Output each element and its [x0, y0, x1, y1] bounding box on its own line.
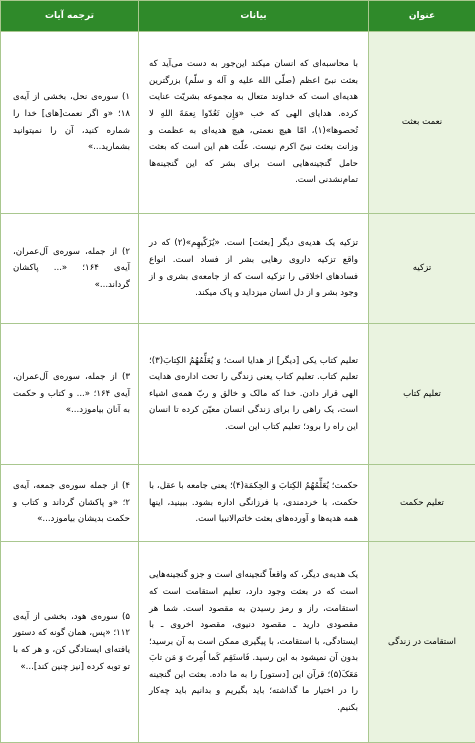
- row-trans: ۳) از جمله، سوره‌ی آل‌عمران، آیه‌ی ۱۶۴؛ «... و کتاب و حکمت به آنان بیاموزد...»: [1, 324, 139, 465]
- header-row: [1, 1, 475, 32]
- table-row: [1, 542, 475, 743]
- header-trans: ترجمه آیات: [1, 1, 139, 32]
- header-title: عنوان: [369, 1, 475, 32]
- row-title: تعلیم حکمت: [369, 465, 475, 542]
- header-desc: بیانات: [139, 1, 369, 32]
- row-title: تزکیه: [369, 214, 475, 324]
- table-row: [1, 32, 475, 214]
- row-title: استقامت در زندگی: [369, 542, 475, 743]
- row-trans: ۴) از جمله سوره‌ی جمعه، آیه‌ی ۲؛ «و پاکشان گرداند و کتاب و حکمت بدیشان بیاموزد...»: [1, 465, 139, 542]
- row-trans: ۲) از جمله، سوره‌ی آل‌عمران، آیه‌ی ۱۶۴؛ «... پاکشان گرداند...»: [1, 214, 139, 324]
- row-desc: تعلیم کتاب یکی [دیگر] از هدایا است؛ وَ یُعَلِّمُهُمُ الکِتابَ(۳)؛ تعلیم کتاب. تعلیم کتاب یعنی زندگی را تحت اداره‌ی هدایت الهی قرار دادن. خدا که مالک و خالق و ربّ همه‌ی اشیاء است، یک راهی را برای زندگی انسان معیّن کرده تا انسان این راه را برود؛ تعلیم کتاب این است.: [139, 324, 369, 465]
- table-row: [1, 214, 475, 324]
- row-title: نعمت بعثت: [369, 32, 475, 214]
- row-desc: با محاسبه‌ای که انسان میکند این‌جور به دست می‌آید که بعثت نبیّ اعظم (صلّی الله علیه و آله و سلّم) بزرگترین هدیه‌ای است که خداوند متعال به مجموعه بشریّت عنایت کرده. هدایای الهی که خب «وَإِن تَعُدّوا نِعمَةَ اللهِ لا تُحصوها»(۱)، امّا هیچ نعمتی، هیچ هدیه‌ای به عظمت و وزانت بعثت نبیّ اکرم نیست. علّت هم این است که بعثت حامل گنجینه‌هایی است برای بشر که این گنجینه‌ها تمام‌نشدنی است.: [139, 32, 369, 214]
- row-desc: حکمت؛ یُعَلِّمُهُمُ الکِتابَ وَ الحِکمَة(۴)؛ یعنی جامعه با عقل، با حکمت، با خردمندی، با فرزانگی اداره بشود. ببینید، اینها همه هدیه‌ها و آورده‌های بعثت خاتم‌الانبیا است.: [139, 465, 369, 542]
- row-title: تعلیم کتاب: [369, 324, 475, 465]
- table-row: [1, 465, 475, 542]
- table-row: [1, 324, 475, 465]
- row-desc: یک هدیه‌ی دیگر، که واقعاً گنجینه‌ای است و جزو گنجینه‌هایی است که در بعثت وجود دارد، تعلیم استقامت است که استقامت، راز و رمز رسیدن به مقصود است. شما هر مقصودی دارید ـ مقصود دنیوی، مقصود اخروی ـ با ایستادگی، با استقامت، با پیگیری ممکن است به آن برسید؛ بدون آن نمیشود به این رسید. فَاستَقِم کَما اُمِرتَ وَ مَن تابَ مَعَکَ(۵)؛ قرآن این [دستور] را به ما داده. بعثت این گنجینه را در اختیار ما گذاشته؛ باید بگیریم و بدانیم باید چه‌کار بکنیم.: [139, 542, 369, 743]
- row-trans: ۵) سوره‌ی هود، بخشی از آیه‌ی ۱۱۲؛ «پس، همان گونه که دستور یافته‌ای ایستادگی کن، و هر که با تو توبه کرده [نیز چنین کند]...»: [1, 542, 139, 743]
- row-desc: تزکیه یک هدیه‌ی دیگر [بعثت] است. «یُزَکّیهِم»(۲) که در واقع تزکیه داروی رهایی بشر از فساد است. انواع فسادهای اخلاقی را تزکیه است که از جامعه‌ی بشری و از وجود بشر و از دل انسان میزداید و پاک میکند.: [139, 214, 369, 324]
- row-trans: ۱) سوره‌ی نحل، بخشی از آیه‌ی ۱۸؛ «و اگر نعمت[های] خدا را شماره کنید، آن را نمیتوانید بشمارید...»: [1, 32, 139, 214]
